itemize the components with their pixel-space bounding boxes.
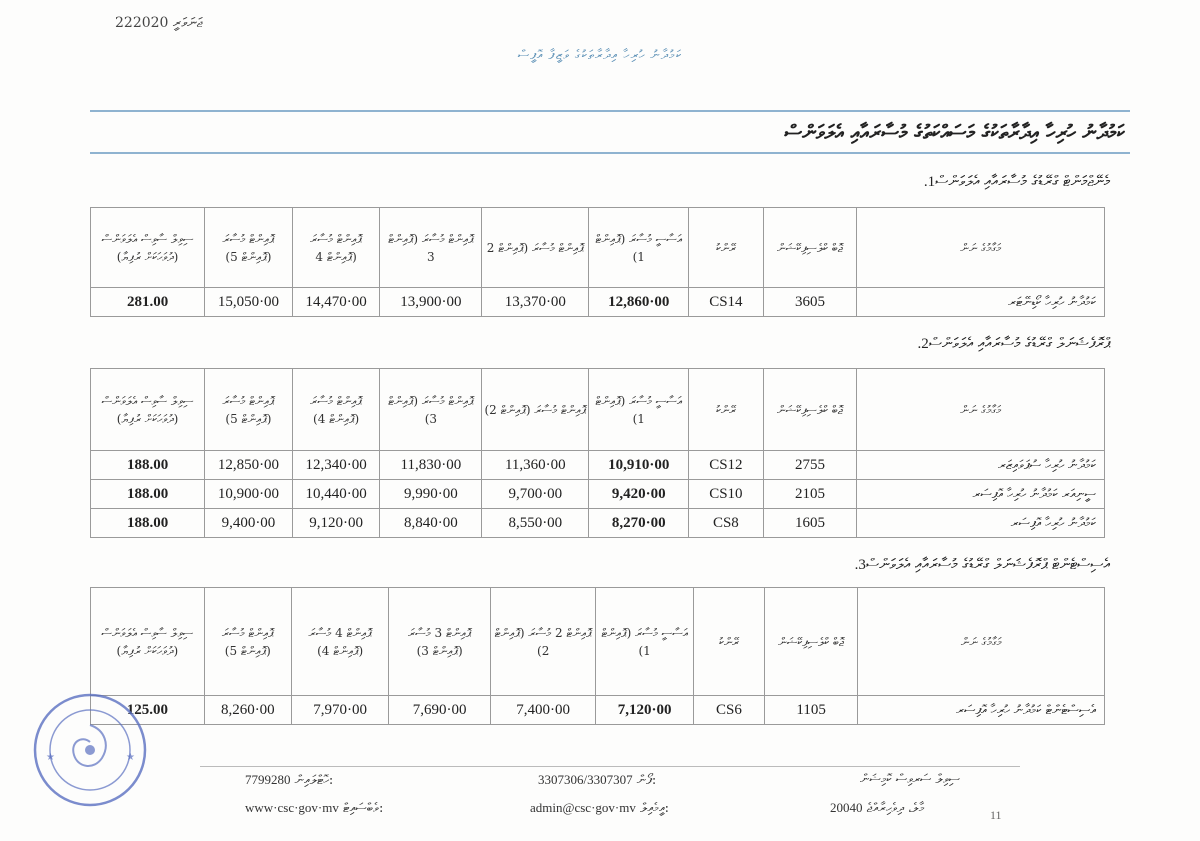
footer-postcode: 20040: [830, 800, 863, 815]
job-classification-cell: 2755: [763, 451, 857, 480]
table-row: [91, 451, 1105, 480]
page-title: ކަމުދާނު ހުރިހާ އިދާރާތަކުގެ މަސައްކަތުގެ މުސާރައާއި އެލަވަންސް: [784, 120, 1125, 144]
post-title-cell: ކަމުދާނު ހުރިހާ އޮފިސަރ: [857, 509, 1105, 538]
col-job-classification: ޖޮބް ކްލެސިފިކޭޝަން: [763, 208, 857, 288]
col-rank: ރޭންކު: [689, 369, 763, 451]
footer-website-label: ވެބްސައިޓް:: [343, 801, 384, 816]
table-row: [91, 509, 1105, 538]
job-classification-cell: 1605: [763, 509, 857, 538]
col-point-4: ޕޮއިންޓް މުސާރަ (ޕޮއިންޓް 4: [292, 208, 380, 288]
point-2-cell: 13,370·00: [482, 288, 589, 317]
footer-email-value[interactable]: admin@csc·gov·mv: [530, 800, 636, 815]
col-point-2: ޕޮއިންޓް 2 މުސާރަ (ޕޮއިންޓް 2): [490, 588, 596, 696]
rank-cell: CS14: [689, 288, 763, 317]
point-2-cell: 11,360·00: [482, 451, 589, 480]
job-classification-cell: 1105: [764, 696, 857, 725]
basic-salary-cell: 10,910·00: [589, 451, 689, 480]
table-row: [91, 480, 1105, 509]
footer-website-value[interactable]: www·csc·gov·mv: [245, 800, 339, 815]
allowance-cell: 125.00: [91, 696, 205, 725]
point-4-cell: 14,470·00: [292, 288, 380, 317]
col-allowance: ސިވިލް ސާވިސް އެލަވަންސް (ދުވަހަކަށް ރުފިޔާ): [91, 369, 205, 451]
col-job-classification: ޖޮބް ކްލެސިފިކޭޝަން: [764, 588, 857, 696]
allowance-cell: 281.00: [91, 288, 205, 317]
col-allowance: ސިވިލް ސާވިސް އެލަވަންސް (ދުވަހަކަށް ރުފިޔާ): [91, 208, 205, 288]
col-basic-salary: އަސާސީ މުސާރަ (ޕޮއިންޓް 1): [589, 208, 689, 288]
section-3-number: 3.: [854, 557, 866, 573]
table-row: [91, 696, 1105, 725]
point-5-cell: 15,050·00: [205, 288, 293, 317]
post-title-cell: އެސިސްޓެންޓް ކަމުދާނު ހުރިހާ އޮފިސަރ: [858, 696, 1105, 725]
col-post-title: މަގާމުގެ ނަން: [857, 208, 1105, 288]
section-3-heading: އެސިސްޓެންޓް ޕްރޮފެޝަނަލް ގްރޭޑުގެ މުސާރައާއި އެލަވަންސް: [865, 555, 1110, 573]
col-job-classification: ޖޮބް ކްލެސިފިކޭޝަން: [763, 369, 857, 451]
point-3-cell: 7,690·00: [389, 696, 491, 725]
section-1-number: 1.: [923, 174, 936, 190]
col-rank: ރޭންކު: [689, 208, 763, 288]
salary-table-2: [90, 368, 1105, 538]
col-point-3: ޕޮއިންޓް މުސާރަ (ޕޮއިންޓް 3: [380, 208, 482, 288]
svg-text:★: ★: [126, 752, 135, 763]
point-4-cell: 7,970·00: [291, 696, 388, 725]
title-rule-bottom: [90, 152, 1130, 154]
footer-website: [245, 800, 383, 816]
point-2-cell: 9,700·00: [482, 480, 589, 509]
point-5-cell: 9,400·00: [205, 509, 293, 538]
col-point-5: ޕޮއިންޓް މުސާރަ (ޕޮއިންޓް 5): [205, 208, 293, 288]
footer-address: [830, 800, 924, 816]
rank-cell: CS12: [689, 451, 763, 480]
col-post-title: މަގާމުގެ ނަން: [858, 588, 1105, 696]
point-5-cell: 8,260·00: [204, 696, 291, 725]
point-4-cell: 10,440·00: [292, 480, 380, 509]
allowance-cell: 188.00: [91, 509, 205, 538]
col-point-5: ޕޮއިންޓް މުސާރަ (ޕޮއިންޓް 5): [205, 369, 293, 451]
footer-email: [530, 800, 669, 816]
footer-email-label: އީމެއިލް:: [639, 801, 670, 816]
salary-table-3: [90, 587, 1105, 725]
basic-salary-cell: 9,420·00: [589, 480, 689, 509]
point-5-cell: 10,900·00: [205, 480, 293, 509]
table-row: [91, 288, 1105, 317]
section-2-heading: ޕްރޮފެޝަނަލް ގްރޭޑުގެ މުސާރައާއި އެލަވަންސް: [928, 334, 1110, 352]
official-stamp: [30, 690, 150, 810]
page-number: 11: [990, 808, 1002, 822]
post-title-cell: ސީނިއަރ ކަމުދާނު ހުރިހާ އޮފިސަރ: [857, 480, 1105, 509]
point-4-cell: 9,120·00: [292, 509, 380, 538]
title-rule-top: [90, 110, 1130, 112]
col-point-2: ޕޮއިންޓް މުސާރަ (ޕޮއިންޓް 2): [482, 369, 589, 451]
footer-rule: [200, 766, 1020, 767]
col-rank: ރޭންކު: [693, 588, 764, 696]
allowance-cell: 188.00: [91, 480, 205, 509]
footer-hotline-label: ހޮޓްލައިން:: [294, 773, 334, 788]
col-point-4: ޕޮއިންޓް މުސާރަ (ޕޮއިންޓް 4): [292, 369, 380, 451]
footer-phone-label: ފޯން:: [636, 773, 657, 788]
point-5-cell: 12,850·00: [205, 451, 293, 480]
document-date: 22ޖަނަވަރީ 2020: [115, 15, 203, 31]
section-1-title: [918, 172, 1110, 191]
basic-salary-cell: 7,120·00: [596, 696, 693, 725]
col-point-3: ޕޮއިންޓް މުސާރަ (ޕޮއިންޓް 3): [380, 369, 482, 451]
footer-hotline: [245, 772, 333, 788]
col-basic-salary: އަސާސީ މުސާރަ (ޕޮއިންޓް 1): [596, 588, 693, 696]
col-point-3: ޕޮއިންޓް 3 މުސާރަ (ޕޮއިންޓް 3): [389, 588, 491, 696]
basic-salary-cell: 8,270·00: [589, 509, 689, 538]
salary-table-1: [90, 207, 1105, 317]
section-2-number: 2.: [917, 336, 929, 352]
footer-address-label: މާލެ، ދިވެހިރާއްޖެ: [866, 801, 925, 816]
col-allowance: ސިވިލް ސާވިސް އެލަވަންސް (ދުވަހަކަށް ރުފިޔާ): [91, 588, 205, 696]
point-3-cell: 8,840·00: [380, 509, 482, 538]
rank-cell: CS10: [689, 480, 763, 509]
allowance-cell: 188.00: [91, 451, 205, 480]
point-3-cell: 11,830·00: [380, 451, 482, 480]
col-basic-salary: އަސާސީ މުސާރަ (ޕޮއިންޓް 1): [589, 369, 689, 451]
section-1-heading: މެނޭޖްމަންޓް ގްރޭޑުގެ މުސާރައާއި އެލަވަންސް: [935, 172, 1110, 190]
col-point-4: ޕޮއިންޓް 4 މުސާރަ (ޕޮއިންޓް 4): [291, 588, 388, 696]
footer-phone-value: 3307306/3307307: [538, 772, 633, 787]
footer-hotline-value: 7799280: [245, 772, 291, 787]
basic-salary-cell: 12,860·00: [589, 288, 689, 317]
col-post-title: މަގާމުގެ ނަން: [857, 369, 1105, 451]
point-3-cell: 13,900·00: [380, 288, 482, 317]
point-2-cell: 8,550·00: [482, 509, 589, 538]
rank-cell: CS6: [693, 696, 764, 725]
col-point-5: ޕޮއިންޓް މުސާރަ (ޕޮއިންޓް 5): [204, 588, 291, 696]
col-point-2: ޕޮއިންޓް މުސާރަ (ޕޮއިންޓް 2: [482, 208, 589, 288]
letterhead-title: ކަމުދާނު ހުރިހާ އިދާރާތަކުގެ ވަޒީފާ އޮފީސް: [517, 48, 683, 63]
point-3-cell: 9,990·00: [380, 480, 482, 509]
rank-cell: CS8: [689, 509, 763, 538]
point-2-cell: 7,400·00: [490, 696, 596, 725]
footer-org-name: ސިވިލް ސަރވިސް ކޮމިޝަން: [860, 772, 960, 787]
job-classification-cell: 2105: [763, 480, 857, 509]
job-classification-cell: 3605: [763, 288, 857, 317]
point-4-cell: 12,340·00: [292, 451, 380, 480]
footer-phone: [538, 772, 656, 788]
post-title-cell: ކަމުދާނު ހުރިހާ ކޯޑިނޭޓަރ: [857, 288, 1105, 317]
section-2-title: [911, 334, 1110, 353]
section-3-title: [849, 555, 1110, 574]
post-title-cell: ކަމުދާނު ހުރިހާ ސުޕަވައިޒަރ: [857, 451, 1105, 480]
svg-text:★: ★: [46, 752, 55, 763]
